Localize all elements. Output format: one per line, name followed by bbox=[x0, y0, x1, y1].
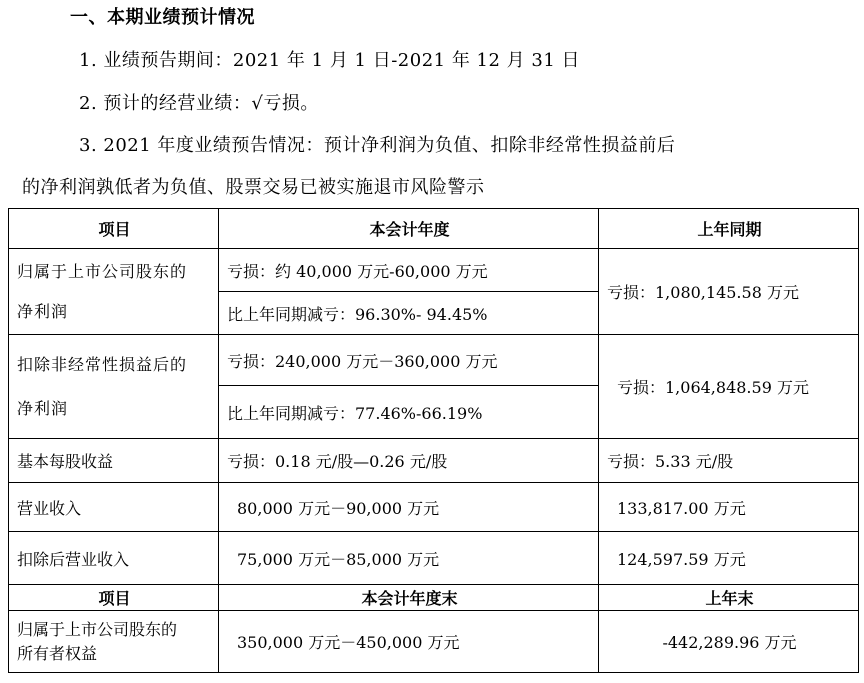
table-row bbox=[9, 249, 859, 292]
table-cell: 133,817.00 万元 bbox=[599, 483, 859, 532]
table-row bbox=[9, 532, 859, 585]
row-label-eps: 基本每股收益 bbox=[9, 439, 219, 483]
row-label-net-profit bbox=[9, 249, 219, 335]
row-label-line: 净利润 bbox=[17, 301, 69, 321]
header-prior-year: 上年同期 bbox=[599, 209, 859, 249]
table-cell: 亏损：约 40,000 万元-60,000 万元 bbox=[219, 249, 599, 292]
row-label-line: 归属于上市公司股东的 bbox=[17, 261, 188, 281]
table-row bbox=[9, 483, 859, 532]
section-heading: 一、本期业绩预计情况 bbox=[70, 7, 255, 28]
table-cell: 亏损：1,064,848.59 万元 bbox=[599, 335, 859, 439]
table-cell: 350,000 万元－450,000 万元 bbox=[219, 611, 599, 673]
table-row bbox=[9, 335, 859, 386]
table-cell: 亏损：240,000 万元－360,000 万元 bbox=[219, 335, 599, 386]
item-forecast-period: 1. 业绩预告期间：2021 年 1 月 1 日-2021 年 12 月 31 日 bbox=[79, 50, 581, 71]
table-cell: -442,289.96 万元 bbox=[599, 611, 859, 673]
table-header-row bbox=[9, 209, 859, 249]
table-cell: 124,597.59 万元 bbox=[599, 532, 859, 585]
header-item: 项目 bbox=[9, 585, 219, 611]
table-header-row bbox=[9, 585, 859, 611]
table-cell: 比上年同期减亏：77.46%-66.19% bbox=[219, 386, 599, 439]
forecast-table bbox=[8, 208, 859, 673]
item-forecast-situation: 3. 2021 年度业绩预告情况：预计净利润为负值、扣除非经常性损益前后 bbox=[79, 135, 676, 156]
table-cell: 80,000 万元－90,000 万元 bbox=[219, 483, 599, 532]
table-cell: 亏损：0.18 元/股—0.26 元/股 bbox=[219, 439, 599, 483]
header-item: 项目 bbox=[9, 209, 219, 249]
row-label-line: 归属于上市公司股东的 bbox=[17, 619, 178, 639]
row-label-line: 所有者权益 bbox=[17, 643, 98, 663]
table-row bbox=[9, 611, 859, 673]
item-expected-performance: 2. 预计的经营业绩：√亏损。 bbox=[79, 93, 319, 114]
row-label-line: 净利润 bbox=[17, 398, 69, 418]
header-current-year: 本会计年度 bbox=[219, 209, 599, 249]
row-label-revenue: 营业收入 bbox=[9, 483, 219, 532]
table-cell: 比上年同期减亏：96.30%- 94.45% bbox=[219, 292, 599, 335]
row-label-equity bbox=[9, 611, 219, 673]
row-label-revenue-ex: 扣除后营业收入 bbox=[9, 532, 219, 585]
table-cell: 亏损：1,080,145.58 万元 bbox=[599, 249, 859, 335]
table-cell: 亏损：5.33 元/股 bbox=[599, 439, 859, 483]
row-label-line: 扣除非经常性损益后的 bbox=[17, 354, 188, 374]
header-prior-year-end: 上年末 bbox=[599, 585, 859, 611]
item-forecast-situation-continued: 的净利润孰低者为负值、股票交易已被实施退市风险警示 bbox=[22, 177, 485, 198]
row-label-net-profit-ex bbox=[9, 335, 219, 439]
table-cell: 75,000 万元－85,000 万元 bbox=[219, 532, 599, 585]
table-row bbox=[9, 439, 859, 483]
header-current-year-end: 本会计年度末 bbox=[219, 585, 599, 611]
